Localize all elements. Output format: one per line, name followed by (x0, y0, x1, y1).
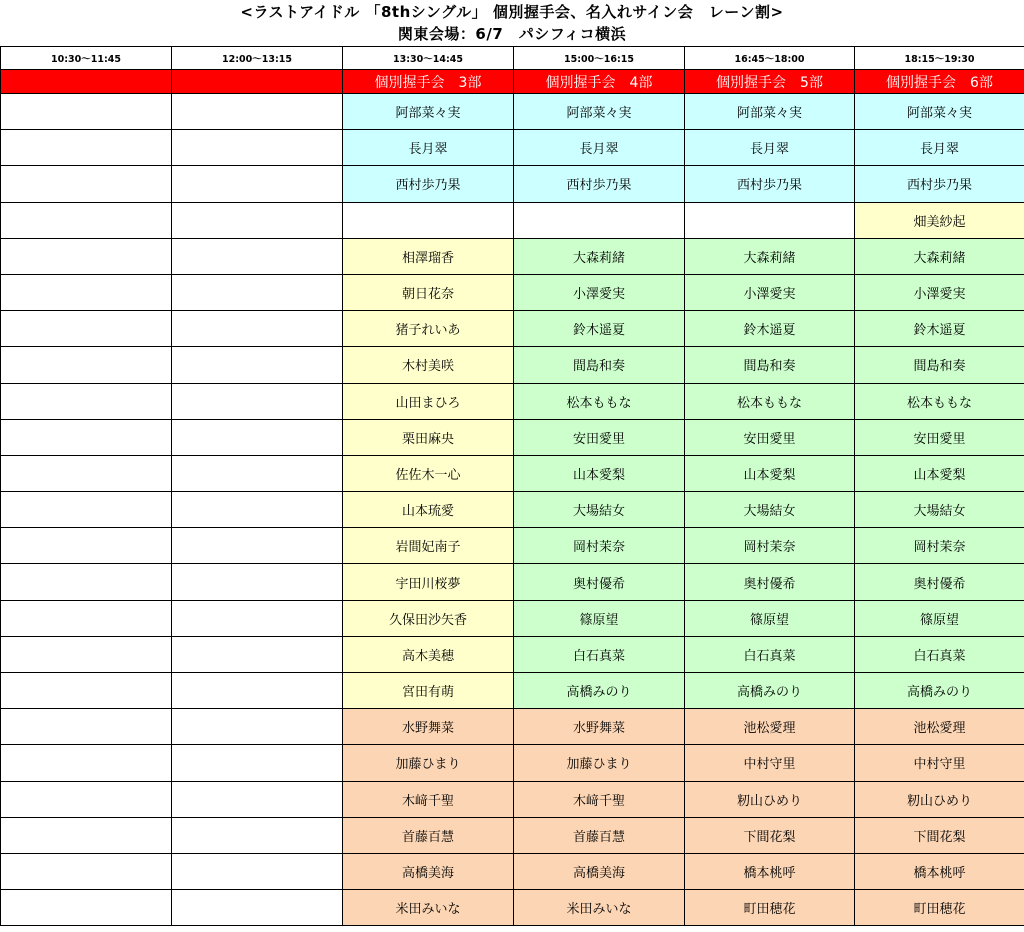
member-row (1, 202, 1024, 238)
member-cell (1, 94, 172, 130)
timeslot-header: 18:15〜19:30 (855, 47, 1024, 70)
member-cell (1, 383, 172, 419)
member-row (1, 745, 1024, 781)
member-cell: 栗田麻央 (343, 419, 514, 455)
member-cell: 相澤瑠香 (343, 238, 514, 274)
member-cell: 松本ももな (855, 383, 1024, 419)
member-row (1, 492, 1024, 528)
part-header (172, 70, 343, 94)
member-cell: 池松愛理 (685, 709, 855, 745)
member-cell: 首藤百慧 (343, 817, 514, 853)
member-cell: 中村守里 (685, 745, 855, 781)
member-cell (172, 130, 343, 166)
member-cell (172, 347, 343, 383)
member-row (1, 673, 1024, 709)
member-cell: 奥村優希 (514, 564, 685, 600)
member-cell (172, 853, 343, 889)
member-cell: 大場結女 (855, 492, 1024, 528)
member-cell (1, 202, 172, 238)
member-cell (1, 636, 172, 672)
member-cell (1, 564, 172, 600)
member-cell: 長月翠 (514, 130, 685, 166)
member-cell: 宇田川桜夢 (343, 564, 514, 600)
member-cell: 高橋みのり (685, 673, 855, 709)
member-cell: 畑美紗起 (855, 202, 1024, 238)
part-header: 個別握手会 5部 (685, 70, 855, 94)
member-cell (1, 130, 172, 166)
member-row (1, 455, 1024, 491)
member-cell: 小澤愛実 (685, 274, 855, 310)
member-cell (172, 709, 343, 745)
member-row (1, 419, 1024, 455)
member-cell: 山本愛梨 (514, 455, 685, 491)
member-cell: 岡村茉奈 (514, 528, 685, 564)
member-cell (1, 709, 172, 745)
member-row (1, 600, 1024, 636)
member-cell (1, 238, 172, 274)
member-cell (1, 455, 172, 491)
member-cell: 高橋美海 (514, 853, 685, 889)
member-cell: 阿部菜々実 (514, 94, 685, 130)
member-cell: 大場結女 (514, 492, 685, 528)
member-cell: 池松愛理 (855, 709, 1024, 745)
member-cell: 高橋美海 (343, 853, 514, 889)
timeslot-header: 12:00〜13:15 (172, 47, 343, 70)
member-cell: 久保田沙矢香 (343, 600, 514, 636)
member-cell: 間島和奏 (514, 347, 685, 383)
member-cell: 安田愛里 (685, 419, 855, 455)
member-cell: 高橋みのり (855, 673, 1024, 709)
member-row (1, 709, 1024, 745)
member-cell: 岡村茉奈 (685, 528, 855, 564)
member-cell: 長月翠 (855, 130, 1024, 166)
member-cell: 橋本桃呼 (855, 853, 1024, 889)
member-cell: 阿部菜々実 (685, 94, 855, 130)
part-header (1, 70, 172, 94)
member-cell (172, 492, 343, 528)
member-cell: 山本愛梨 (685, 455, 855, 491)
page-subtitle: 関東会場：6/7 パシフィコ横浜 (397, 25, 627, 43)
member-cell: 水野舞菜 (343, 709, 514, 745)
member-row (1, 274, 1024, 310)
member-cell: 米田みいな (514, 890, 685, 926)
member-cell: 籾山ひめり (855, 781, 1024, 817)
member-cell (172, 166, 343, 202)
member-cell: 大森莉緒 (685, 238, 855, 274)
member-cell: 間島和奏 (685, 347, 855, 383)
member-row (1, 238, 1024, 274)
member-cell: 木﨑千聖 (514, 781, 685, 817)
member-cell (1, 817, 172, 853)
timeslot-header: 10:30〜11:45 (1, 47, 172, 70)
member-cell: 松本ももな (685, 383, 855, 419)
member-cell (343, 202, 514, 238)
member-cell: 猪子れいあ (343, 311, 514, 347)
member-cell: 西村歩乃果 (514, 166, 685, 202)
member-cell: 松本ももな (514, 383, 685, 419)
member-cell: 阿部菜々実 (343, 94, 514, 130)
member-row (1, 311, 1024, 347)
member-cell: 岩間妃南子 (343, 528, 514, 564)
member-cell: 西村歩乃果 (343, 166, 514, 202)
member-cell: 間島和奏 (855, 347, 1024, 383)
timeslot-header: 15:00〜16:15 (514, 47, 685, 70)
member-cell (172, 564, 343, 600)
member-cell: 白石真菜 (855, 636, 1024, 672)
member-cell: 水野舞菜 (514, 709, 685, 745)
member-cell: 加藤ひまり (514, 745, 685, 781)
member-cell: 首藤百慧 (514, 817, 685, 853)
member-cell (172, 745, 343, 781)
member-cell: 大場結女 (685, 492, 855, 528)
part-header-row (1, 70, 1024, 94)
member-cell (1, 311, 172, 347)
member-cell (172, 311, 343, 347)
member-cell (1, 419, 172, 455)
member-cell: 白石真菜 (685, 636, 855, 672)
member-cell: 阿部菜々実 (855, 94, 1024, 130)
member-cell: 高橋みのり (514, 673, 685, 709)
part-header: 個別握手会 4部 (514, 70, 685, 94)
member-cell (1, 853, 172, 889)
member-row (1, 564, 1024, 600)
member-cell (1, 347, 172, 383)
member-cell (172, 817, 343, 853)
member-cell: 下間花梨 (855, 817, 1024, 853)
member-cell: 大森莉緒 (855, 238, 1024, 274)
member-cell (1, 528, 172, 564)
member-cell (172, 419, 343, 455)
member-cell (1, 781, 172, 817)
member-cell: 橋本桃呼 (685, 853, 855, 889)
member-cell (1, 166, 172, 202)
member-cell (172, 455, 343, 491)
member-cell: 奥村優希 (855, 564, 1024, 600)
member-cell: 木﨑千聖 (343, 781, 514, 817)
member-cell: 西村歩乃果 (855, 166, 1024, 202)
member-cell: 町田穂花 (685, 890, 855, 926)
member-cell: 篠原望 (514, 600, 685, 636)
member-row (1, 890, 1024, 926)
member-row (1, 528, 1024, 564)
member-cell (172, 528, 343, 564)
member-cell (172, 636, 343, 672)
member-row (1, 347, 1024, 383)
member-cell: 西村歩乃果 (685, 166, 855, 202)
part-header: 個別握手会 3部 (343, 70, 514, 94)
member-cell: 篠原望 (685, 600, 855, 636)
member-row (1, 94, 1024, 130)
member-cell: 米田みいな (343, 890, 514, 926)
member-cell (685, 202, 855, 238)
member-cell (172, 600, 343, 636)
page-title: <ラストアイドル 「8thシングル」 個別握手会、名入れサイン会 レーン割> (240, 3, 784, 21)
timeslot-header-row (1, 47, 1024, 70)
member-cell (1, 745, 172, 781)
member-cell: 町田穂花 (855, 890, 1024, 926)
member-cell: 鈴木遥夏 (514, 311, 685, 347)
member-cell: 木村美咲 (343, 347, 514, 383)
member-row (1, 166, 1024, 202)
member-cell: 小澤愛実 (855, 274, 1024, 310)
member-row (1, 636, 1024, 672)
member-cell (1, 274, 172, 310)
member-cell: 小澤愛実 (514, 274, 685, 310)
lane-schedule-table (0, 46, 1024, 926)
member-cell (172, 274, 343, 310)
part-header: 個別握手会 6部 (855, 70, 1024, 94)
member-cell: 大森莉緒 (514, 238, 685, 274)
member-cell: 朝日花奈 (343, 274, 514, 310)
member-cell: 岡村茉奈 (855, 528, 1024, 564)
member-cell: 籾山ひめり (685, 781, 855, 817)
member-cell (1, 890, 172, 926)
member-cell: 高木美穂 (343, 636, 514, 672)
member-cell: 宮田有萌 (343, 673, 514, 709)
member-cell: 奥村優希 (685, 564, 855, 600)
timeslot-header: 16:45〜18:00 (685, 47, 855, 70)
member-cell: 山本琉愛 (343, 492, 514, 528)
member-cell: 安田愛里 (514, 419, 685, 455)
member-cell: 加藤ひまり (343, 745, 514, 781)
member-cell: 白石真菜 (514, 636, 685, 672)
member-cell (1, 600, 172, 636)
member-cell (172, 94, 343, 130)
member-cell: 中村守里 (855, 745, 1024, 781)
member-cell (172, 383, 343, 419)
member-row (1, 781, 1024, 817)
member-cell (172, 202, 343, 238)
member-row (1, 383, 1024, 419)
member-cell: 山田まひろ (343, 383, 514, 419)
member-cell (172, 781, 343, 817)
member-cell: 佐佐木一心 (343, 455, 514, 491)
timeslot-header: 13:30〜14:45 (343, 47, 514, 70)
member-cell (514, 202, 685, 238)
member-cell (1, 673, 172, 709)
member-cell (1, 492, 172, 528)
member-cell: 鈴木遥夏 (855, 311, 1024, 347)
member-cell: 下間花梨 (685, 817, 855, 853)
member-cell (172, 238, 343, 274)
member-cell: 篠原望 (855, 600, 1024, 636)
member-cell (172, 890, 343, 926)
member-row (1, 817, 1024, 853)
member-cell: 鈴木遥夏 (685, 311, 855, 347)
member-cell: 山本愛梨 (855, 455, 1024, 491)
member-cell: 長月翠 (685, 130, 855, 166)
member-row (1, 853, 1024, 889)
member-row (1, 130, 1024, 166)
member-cell: 長月翠 (343, 130, 514, 166)
member-cell (172, 673, 343, 709)
member-cell: 安田愛里 (855, 419, 1024, 455)
